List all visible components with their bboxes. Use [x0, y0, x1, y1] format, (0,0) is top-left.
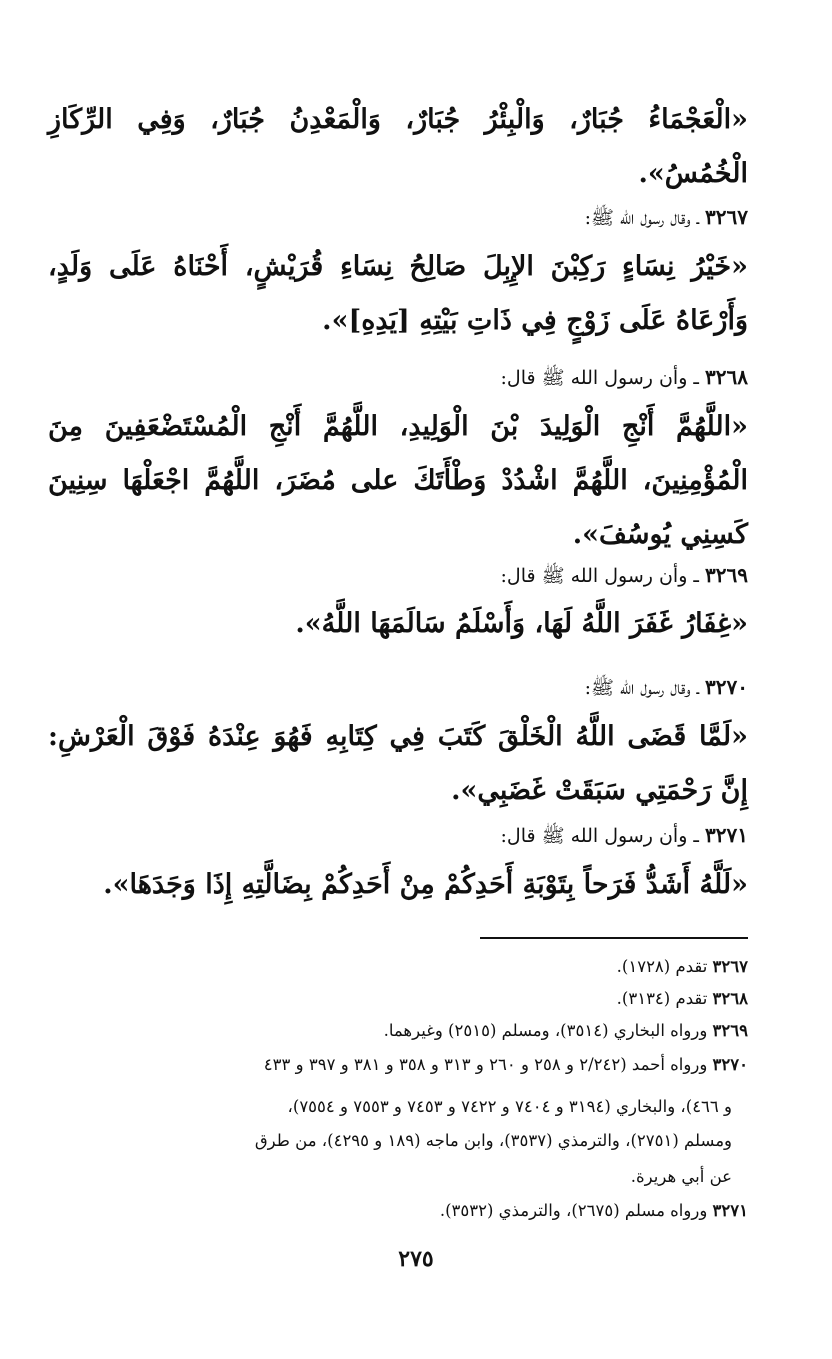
footnote-divider — [480, 937, 748, 939]
hadith-lead: ـ وقال رسول الله ﷺ: — [584, 677, 699, 699]
hadith-lead: ـ وأن رسول الله ﷺ قال: — [500, 565, 699, 587]
footnote — [38, 1016, 748, 1046]
footnote-text: ورواه أحمد (٢/٢٤٢ و ٢٥٨ و ٢٦٠ و ٣١٣ و ٣٥٨ و ٣٨١ و ٣٩٧ و ٤٣٣ — [263, 1055, 708, 1074]
hadith-heading — [48, 362, 748, 393]
footnote-number: ٣٢٦٧ — [712, 957, 748, 976]
hadith-number: ٣٢٦٧ — [705, 205, 748, 229]
hadith-lead: ـ وأن رسول الله ﷺ قال: — [500, 367, 699, 389]
hadith-text: «غِفَارُ غَفَرَ اللَّهُ لَهَا، وَأَسْلَمُ سَالَمَهَا اللَّهُ». — [295, 608, 748, 639]
page-number: ٢٧٥ — [398, 1246, 434, 1272]
footnote-continuation: و ٤٦٦)، والبخاري (٣١٩٤ و ٧٤٠٤ و ٧٤٢٢ و ٧٤٥٣ و ٧٥٥٣ و ٧٥٥٤)، — [287, 1097, 732, 1116]
hadith-number: ٣٢٦٨ — [705, 365, 748, 389]
footnote — [38, 1196, 748, 1226]
hadith-number: ٣٢٦٩ — [705, 563, 748, 587]
footnote-text: تقدم (٣١٣٤). — [616, 989, 708, 1008]
footnote-number: ٣٢٧١ — [712, 1201, 748, 1220]
hadith-text: «لَمَّا قَضَى اللَّهُ الْخَلْقَ كَتَبَ فِي كِتَابِهِ فَهُوَ عِنْدَهُ فَوْقَ الْعَرْشِ: إِنَّ رَحْمَتِي سَبَقَتْ غَضَبِي». — [48, 721, 748, 806]
hadith-heading — [48, 560, 748, 591]
hadith-text: «اللَّهُمَّ أَنْجِ الْوَلِيدَ بْنَ الْوَلِيدِ، اللَّهُمَّ أَنْجِ الْمُسْتَضْعَفِينَ مِنَ الْمُؤْمِنِينَ، اللَّهُمَّ اشْدُدْ وَطْأَتَكَ على مُضَرَ، اللَّهُمَّ اجْعَلْهَا سِنِينَ كَسِنِي يُوسُفَ». — [48, 411, 748, 550]
footnote-continuation: ومسلم (٢٧٥١)، والترمذي (٣٥٣٧)، وابن ماجه (١٨٩ و ٤٢٩٥)، من طرق — [254, 1131, 732, 1150]
footnote — [38, 1050, 748, 1080]
hadith-text: «لَلَّهُ أَشَدُّ فَرَحاً بِتَوْبَةِ أَحَدِكُمْ مِنْ أَحَدِكُمْ بِضَالَّتِهِ إِذَا وَجَدَهَا». — [103, 869, 748, 900]
hadith-text: «خَيْرُ نِسَاءٍ رَكِبْنَ الإِبِلَ صَالِحُ نِسَاءِ قُرَيْشٍ، أَحْنَاهُ عَلَى وَلَدٍ، وَأَرْعَاهُ عَلَى زَوْجٍ فِي ذَاتِ بَيْتِهِ [يَدِهِ]». — [48, 251, 748, 336]
footnote-text: تقدم (١٧٢٨). — [616, 957, 708, 976]
intro-hadith-text: «الْعَجْمَاءُ جُبَارٌ، وَالْبِئْرُ جُبَارٌ، وَالْمَعْدِنُ جُبَارٌ، وَفِي الرِّكَازِ الْخُمُسُ». — [48, 104, 748, 189]
hadith-lead: ـ وأن رسول الله ﷺ قال: — [500, 825, 699, 847]
hadith-lead: ـ وقال رسول الله ﷺ: — [584, 207, 699, 229]
hadith-heading — [48, 672, 748, 703]
footnote-text: ورواه مسلم (٢٦٧٥)، والترمذي (٣٥٣٢). — [439, 1201, 708, 1220]
footnote-number: ٣٢٦٨ — [712, 989, 748, 1008]
footnote — [38, 984, 748, 1014]
footnote-continuation: عن أبي هريرة. — [630, 1167, 732, 1186]
footnote — [38, 952, 748, 982]
footnote-number: ٣٢٦٩ — [712, 1021, 748, 1040]
hadith-number: ٣٢٧١ — [705, 823, 748, 847]
hadith-number: ٣٢٧٠ — [705, 675, 748, 699]
hadith-heading — [48, 202, 748, 233]
hadith-heading — [48, 820, 748, 851]
footnote-number: ٣٢٧٠ — [712, 1055, 748, 1074]
footnote-text: ورواه البخاري (٣٥١٤)، ومسلم (٢٥١٥) وغيرهما. — [383, 1021, 708, 1040]
